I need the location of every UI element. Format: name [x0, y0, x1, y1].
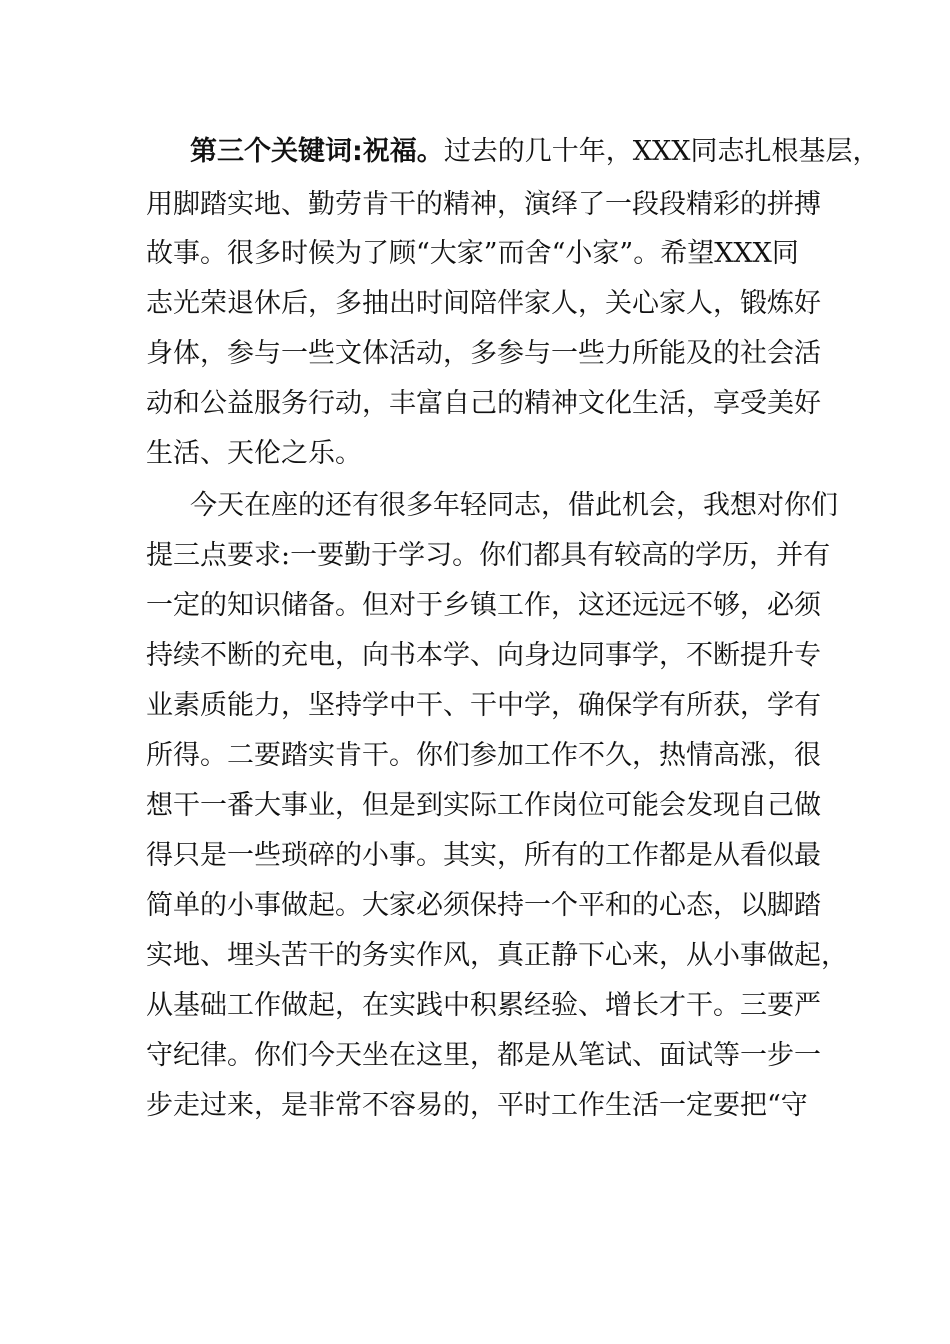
paragraph-2-line-1: 今天在座的还有很多年轻同志，借此机会，我想对你们 [190, 490, 838, 521]
paragraph-2-line-12: 守纪律。你们今天坐在这里，都是从笔试、面试等一步一 [146, 1040, 821, 1071]
paragraph-2-line-8: 得只是一些琐碎的小事。其实，所有的工作都是从看似最 [146, 840, 821, 871]
paragraph-1-line-2: 用脚踏实地、勤劳肯干的精神，演绎了一段段精彩的拼搏 [146, 189, 821, 220]
paragraph-1-line-1 [190, 132, 880, 172]
paragraph-2-line-3: 一定的知识储备。但对于乡镇工作，这还远远不够，必须 [146, 590, 821, 621]
paragraph-2-line-10: 实地、埋头苦干的务实作风，真正静下心来，从小事做起， [146, 940, 848, 971]
paragraph-2-line-7: 想干一番大事业，但是到实际工作岗位可能会发现自己做 [146, 790, 821, 821]
paragraph-1-line-7: 生活、天伦之乐。 [146, 438, 362, 469]
paragraph-1-line-3: 故事。很多时候为了顾“大家”而舍“小家”。希望XXX同 [146, 238, 799, 269]
paragraph-2-line-5: 业素质能力，坚持学中干、干中学，确保学有所获，学有 [146, 690, 821, 721]
paragraph-2-line-9: 简单的小事做起。大家必须保持一个平和的心态，以脚踏 [146, 890, 821, 921]
paragraph-1-line-1-text: 过去的几十年，XXX同志扎根基层， [443, 136, 880, 167]
paragraph-2-line-6: 所得。二要踏实肯干。你们参加工作不久，热情高涨，很 [146, 740, 821, 771]
paragraph-2-line-11: 从基础工作做起，在实践中积累经验、增长才干。三要严 [146, 990, 821, 1021]
paragraph-1-line-6: 动和公益服务行动，丰富自己的精神文化生活，享受美好 [146, 388, 821, 419]
paragraph-1-line-5: 身体，参与一些文体活动，多参与一些力所能及的社会活 [146, 338, 821, 369]
paragraph-2-line-4: 持续不断的充电，向书本学、向身边同事学，不断提升专 [146, 640, 821, 671]
paragraph-1-line-4: 志光荣退休后，多抽出时间陪伴家人，关心家人，锻炼好 [146, 288, 821, 319]
keyword-heading: 第三个关键词:祝福。 [190, 136, 444, 167]
paragraph-2-line-2: 提三点要求:一要勤于学习。你们都具有较高的学历，并有 [146, 540, 831, 571]
paragraph-2-line-13: 步走过来，是非常不容易的，平时工作生活一定要把“守 [146, 1090, 808, 1121]
